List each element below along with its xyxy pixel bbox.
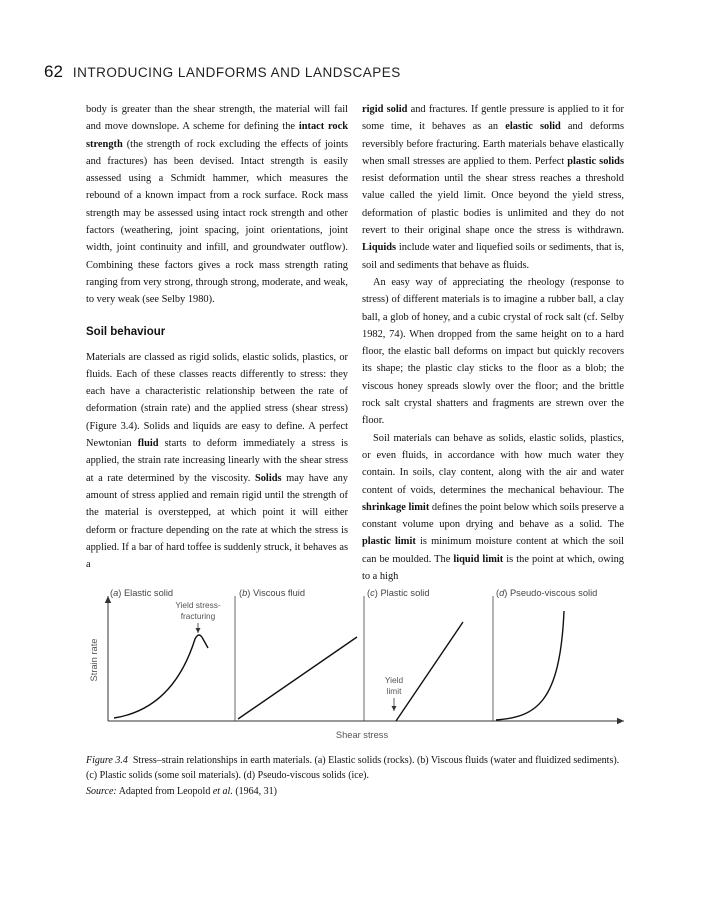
yield-stress-label: Yield stress- (175, 600, 221, 610)
paragraph-soil-materials (362, 430, 624, 586)
bold-term: shrinkage limit (362, 501, 430, 513)
pseudo-viscous-curve (496, 611, 564, 720)
bold-term: plastic limit (362, 536, 416, 548)
bold-term: Liquids (362, 242, 397, 254)
text-run: is minimum moisture content at which the soil can be moulded. The (362, 536, 624, 565)
panel-label-a: (a) Elastic solid (110, 588, 174, 598)
paragraph-rheology (362, 274, 624, 430)
text-run: body is greater than the shear strength, the material will fail and move downslope. A scheme for defining the (86, 104, 348, 133)
caption-main (86, 753, 626, 784)
x-axis-label: Shear stress (335, 730, 389, 740)
right-column (362, 101, 624, 585)
bold-term: fluid (137, 438, 159, 450)
bold-term: Solids (254, 472, 282, 484)
paragraph-soil-behaviour (86, 349, 348, 574)
text-run: resist deformation until the shear stress reaches a threshold value called the yield limit. Once beyond the yield stress, deformation of plastic bodies is unlimited and they do not revert to their original shape once the stress is withdrawn. (362, 173, 624, 237)
paragraph-rigid-solid (362, 101, 624, 274)
running-head (44, 62, 401, 82)
text-run: An easy way of appreciating the rheology (response to stress) of different materials is to imagine a rubber ball, a clay ball, a glob of honey, and a cubic crystal of rock salt (cf. Selby 1982, 74). When dropped from the same height on to a hard floor, the elastic ball deforms on impact but quickly recovers its shape; the plastic clay sticks to the floor as a blob; the viscous honey spreads slowly over the floor; and the brittle rock salt crystal shatters and fragments are strewn over the floor. (362, 276, 624, 427)
figure-3-4 (86, 583, 626, 743)
caption-source (86, 784, 626, 799)
text-run: and fractures. If gentle pressure is applied to it for some time, it behaves as an (362, 104, 625, 133)
left-column (86, 101, 348, 573)
text-run: Soil materials can behave as solids, elastic solids, plastics, or even fluids, in accordance with how much water they contain. In soils, clay content, along with the air and water content of voids, determines the mechanical behaviour. The (362, 432, 624, 496)
text-run: (the strength of rock excluding the effects of joints and fractures) has been devised. Intact strength is easily assessed using a Schmidt hammer, which measures the rebound of a known impact from a rock surface. Rock mass strength may be assessed using intact rock strength and other factors (weathering, joint spacing, joint orientations, joint width, joint continuity and infill, and groundwater outflow). Combining these factors gives a rock mass strength rating ranging from very strong, through strong, moderate, and weak, to very weak (see Selby 1980). (86, 138, 348, 306)
panel-label-c: (c) Plastic solid (367, 588, 430, 598)
paragraph-rock-strength (86, 101, 348, 309)
bold-term: intact rock strength (86, 121, 348, 150)
elastic-solid-curve (114, 635, 208, 718)
bold-term: plastic solids (567, 155, 624, 167)
bold-term: rigid solid (362, 104, 408, 115)
panel-label-b: (b) Viscous fluid (239, 588, 305, 598)
limit-label: limit (386, 686, 402, 696)
text-run: defines the point below which soils preserve a constant volume upon drying and behave as a solid. The (362, 501, 624, 531)
page-number: 62 (44, 62, 63, 81)
y-axis-label: Strain rate (89, 638, 99, 682)
plastic-solid-line (396, 622, 463, 721)
source-label: Source: (86, 785, 117, 797)
text-run: is the point at which, owing to a high (362, 553, 624, 583)
caption-label: Figure 3.4 (86, 755, 128, 766)
caption-text: Stress–strain relationships in earth materials. (a) Elastic solids (rocks). (b) Viscous fluids (water and fluidized sediments). (c) Plastic solids (some soil materials). (d) Pseudo-viscous solids (ice). (86, 755, 620, 782)
text-run: and deforms reversibly before fracturing. Earth materials behave elastically when small stresses are applied to them. Perfect (362, 121, 624, 167)
running-title: INTRODUCING LANDFORMS AND LANDSCAPES (72, 65, 401, 80)
source-text-before: Adapted from Leopold (118, 785, 213, 797)
figure-caption (86, 753, 626, 799)
text-run: Materials are classed as rigid solids, elastic solids, plastics, or fluids. Each of these classes reacts differently to stress: they each have a characteristic relationship between the rate of deformation (strain rate) and the applied stress (shear stress) (Figure 3.4). Solids and liquids are easy to define. A perfect Newtonian (86, 351, 348, 450)
stress-strain-diagram (86, 583, 626, 743)
panel-label-d: (d) Pseudo-viscous solid (496, 588, 598, 598)
bold-term: liquid limit (453, 553, 504, 565)
bold-term: elastic solid (505, 121, 561, 133)
fracturing-label: fracturing (180, 611, 216, 621)
text-run: include water and liquefied soils or sediments, that is, soil and sediments that behave as fluids. (362, 242, 624, 271)
yield-limit-label: Yield (384, 675, 404, 685)
viscous-fluid-line (238, 637, 357, 719)
source-etal: et al. (212, 785, 233, 797)
source-text-after: (1964, 31) (232, 785, 277, 797)
section-heading: Soil behaviour (86, 325, 166, 338)
text-run: may have any amount of stress applied and remain rigid until the strength of the material is overstepped, at which point it will either deform or fracture depending on the rate at which the stress is applied. If a bar of hard toffee is suddenly struck, it behaves as a (86, 472, 348, 571)
text-run: starts to deform immediately a stress is applied, the strain rate increasing linearly with the shear stress at a rate determined by the viscosity. (86, 438, 348, 484)
